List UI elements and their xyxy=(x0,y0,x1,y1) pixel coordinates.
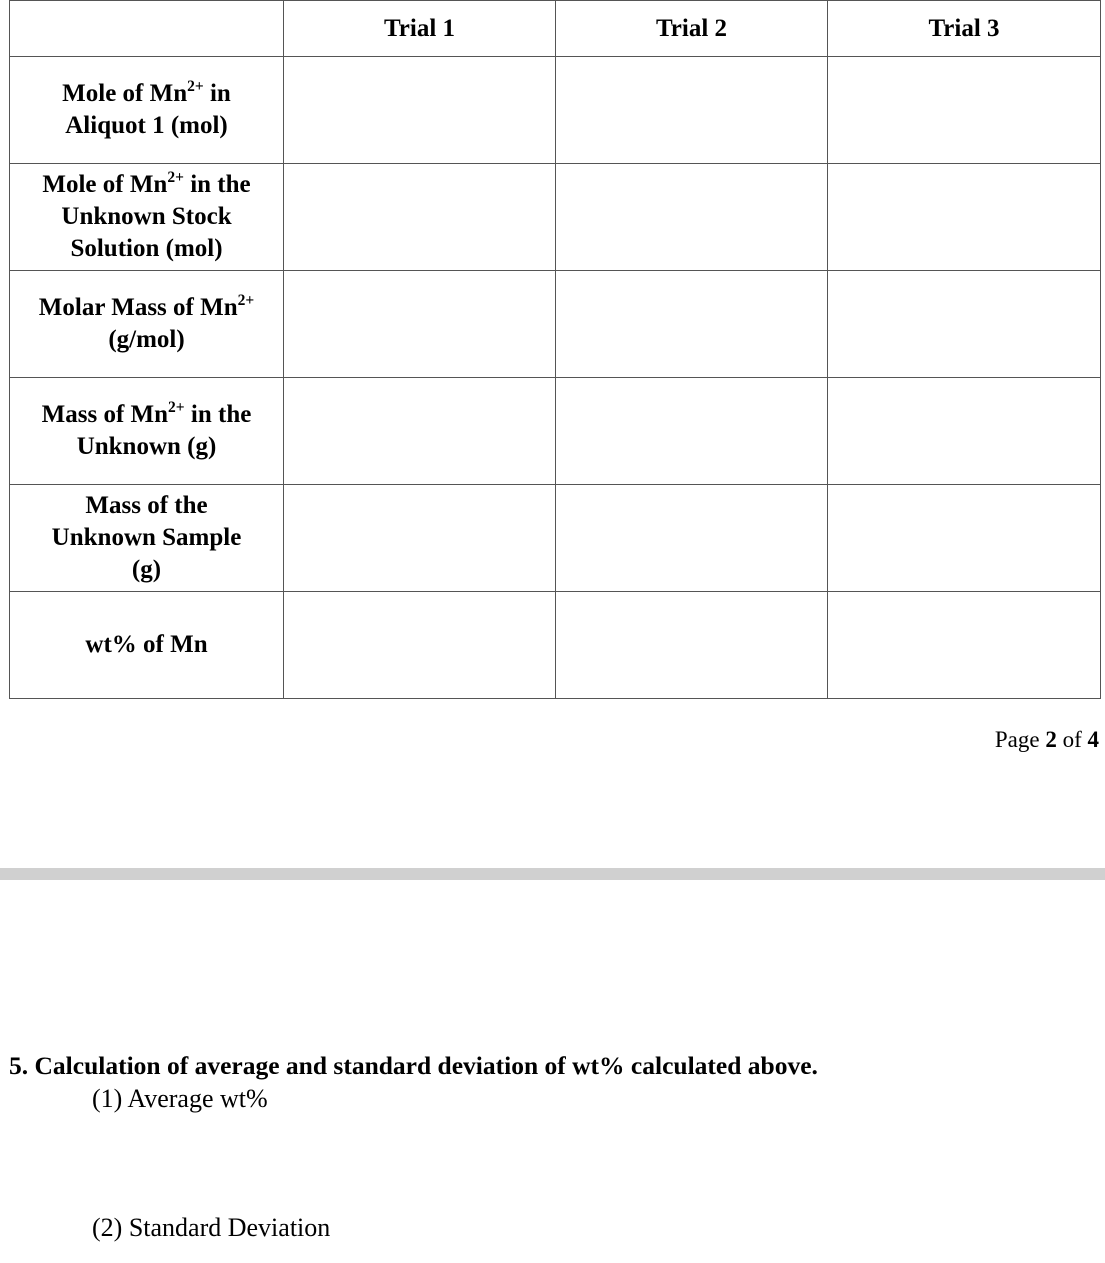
cell-trial-1[interactable] xyxy=(284,164,556,271)
table-row xyxy=(10,57,1101,164)
row-label xyxy=(10,592,284,699)
table-row xyxy=(10,271,1101,378)
label-line-3: (g) xyxy=(131,556,162,583)
row-label xyxy=(10,164,284,271)
label-line-1: Mass of the xyxy=(85,492,208,519)
cell-trial-3[interactable] xyxy=(828,378,1101,485)
cell-trial-2[interactable] xyxy=(556,164,828,271)
cell-trial-3[interactable] xyxy=(828,485,1101,592)
cell-trial-3[interactable] xyxy=(828,57,1101,164)
label-line-1: Mole of $Mn^{2+}$ in the xyxy=(42,168,251,198)
label-line-1: Mass of $Mn^{2+}$ in the xyxy=(41,398,252,428)
table-row xyxy=(10,378,1101,485)
label-line-2: Unknown Stock xyxy=(61,203,232,230)
header-corner-cell xyxy=(10,1,284,57)
cell-trial-2[interactable] xyxy=(556,485,828,592)
cell-trial-2[interactable] xyxy=(556,271,828,378)
row-label xyxy=(10,378,284,485)
row-label xyxy=(10,485,284,592)
header-trial-3: Trial 3 xyxy=(828,1,1101,57)
label-line-2: Unknown Sample xyxy=(51,524,242,551)
cell-trial-2[interactable] xyxy=(556,57,828,164)
table-row xyxy=(10,164,1101,271)
page-divider xyxy=(0,868,1105,880)
row-label xyxy=(10,57,284,164)
cell-trial-1[interactable] xyxy=(284,485,556,592)
label-line-1: Molar Mass of $Mn^{2+}$ xyxy=(38,291,255,321)
table-row xyxy=(10,592,1101,699)
cell-trial-3[interactable] xyxy=(828,271,1101,378)
cell-trial-3[interactable] xyxy=(828,592,1101,699)
header-trial-2: Trial 2 xyxy=(556,1,828,57)
cell-trial-2[interactable] xyxy=(556,378,828,485)
cell-trial-1[interactable] xyxy=(284,378,556,485)
page-number: Page 2 of 4 xyxy=(994,727,1099,752)
label-line-2: Aliquot 1 (mol) xyxy=(65,112,228,139)
header-trial-1: Trial 1 xyxy=(284,1,556,57)
cell-trial-1[interactable] xyxy=(284,271,556,378)
standard-deviation-label: (2) Standard Deviation xyxy=(92,1213,331,1242)
cell-trial-1[interactable] xyxy=(284,57,556,164)
cell-trial-1[interactable] xyxy=(284,592,556,699)
table-header-row xyxy=(10,1,1101,57)
section-heading: 5. Calculation of average and standard deviation of wt% calculated above. xyxy=(9,1051,818,1080)
cell-trial-3[interactable] xyxy=(828,164,1101,271)
label-line-1: Mole of $Mn^{2+}$ in xyxy=(62,77,231,107)
label-line-2: (g/mol) xyxy=(108,326,185,353)
row-label xyxy=(10,271,284,378)
cell-trial-2[interactable] xyxy=(556,592,828,699)
label-line-2: Unknown (g) xyxy=(76,433,217,460)
table-row xyxy=(10,485,1101,592)
average-wt-label: (1) Average wt% xyxy=(92,1084,268,1113)
results-table xyxy=(9,0,1101,699)
label-line-1: wt% of Mn xyxy=(85,631,208,658)
label-line-3: Solution (mol) xyxy=(70,235,223,262)
